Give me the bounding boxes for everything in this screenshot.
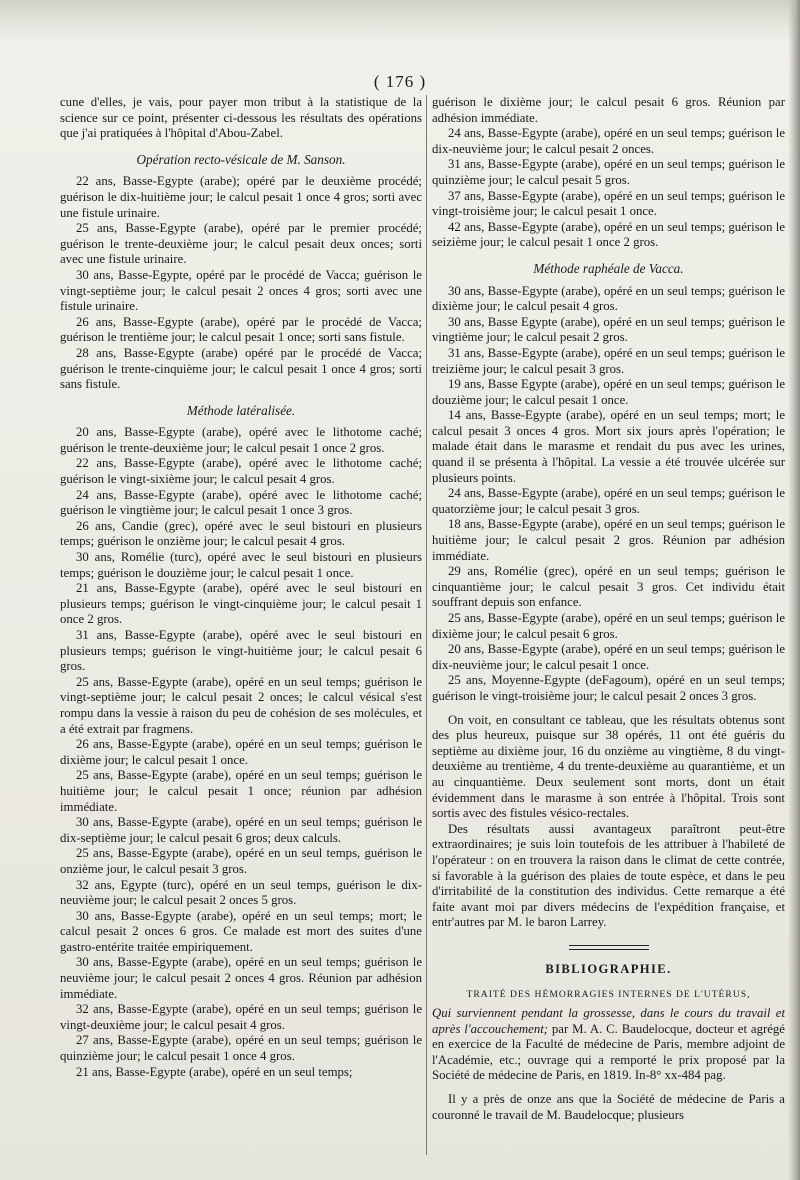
case-entry: 14 ans, Basse-Egypte (arabe), opéré en un seul temps; mort; le calcul pesait 3 onces 4 gros. Mort six jours après l'opération; le malade était dans le marasme et rendait du pus avec les urines, quand il se présenta à l'hôpital. La vessie a été trouvée ulcérée sur plusieurs points.: [432, 408, 785, 485]
case-entry: 27 ans, Basse-Egypte (arabe), opéré en un seul temps; guérison le quinzième jour; le calcul pesait 1 once 4 gros.: [60, 1033, 422, 1064]
treatise-title: TRAITÉ DES HÉMORRAGIES INTERNES DE L'UTÉRUS,: [466, 989, 751, 1001]
page-top-shadow: [0, 0, 800, 42]
treatise-subtitle: Qui surviennent pendant la grossesse, dans le cours du travail et après l'accouchement;: [432, 1006, 785, 1036]
case-entry: 24 ans, Basse-Egypte (arabe), opéré en un seul temps; guérison le dix-neuvième jour; le calcul pesait 2 onces.: [432, 126, 785, 156]
left-column: [60, 95, 422, 1180]
page-number: ( 176 ): [373, 72, 427, 91]
treatise-details: par M. A. C. Baudelocque, docteur et agrégé en exercice de la Faculté de médecine de Paris, membre adjoint de l'Académie, etc.; ouvrage qui a remporté le prix proposé par la Société de médecine de Paris, en 1819. In-8° xx-484 pag.: [432, 1021, 785, 1083]
case-entry: 25 ans, Basse-Egypte (arabe), opéré en un seul temps; guérison le vingt-septième jour; le calcul pesait 2 onces; le calcul vésical s'est rompu dans la vessie à raison du peu de cohésion de ses molécules, et a été extrait par fragmens.: [60, 674, 422, 736]
right-column: [432, 95, 785, 1180]
case-entry: 32 ans, Egypte (turc), opéré en un seul temps, guérison le dix-neuvième jour; le calcul pesait 2 onces 5 gros.: [60, 877, 422, 908]
case-entry: 37 ans, Basse-Egypte (arabe), opéré en un seul temps; guérison le vingt-troisième jour; le calcul pesait 1 once.: [432, 188, 785, 219]
case-entry: 25 ans, Moyenne-Egypte (deFagoum), opéré en un seul temps; guérison le vingt-troisième jour; le calcul pesait 2 onces 3 gros.: [432, 673, 785, 703]
case-entry: 21 ans, Basse-Egypte (arabe), opéré en un seul temps;: [76, 1064, 353, 1079]
case-entry: 30 ans, Basse Egypte (arabe), opéré en un seul temps; guérison le vingtième jour; le calcul pesait 2 gros.: [432, 314, 785, 345]
case-entry: 22 ans, Basse-Egypte (arabe), opéré avec le lithotome caché; guérison le vingt-sixième jour; le calcul pesait 4 gros.: [60, 456, 422, 487]
continuation-text: guérison le dixième jour; le calcul pesait 6 gros. Réunion par adhésion immédiate.: [432, 95, 785, 125]
case-entry: 42 ans, Basse-Egypte (arabe), opéré en un seul temps; guérison le seizième jour; le calcul pesait 1 once 2 gros.: [432, 219, 785, 250]
case-entry: 30 ans, Basse-Egypte (arabe), opéré en un seul temps; mort; le calcul pesait 2 onces 6 gros. Ce malade est mort des suites d'une gastro-entérite traitée empiriquement.: [60, 908, 422, 954]
section-heading-lateralisee: Méthode latéralisée.: [186, 402, 296, 418]
case-entry: 29 ans, Romélie (grec), opéré en un seul temps; guérison le cinquantième jour; le calcul pesait 3 gros. Cet individu était souffrant depuis son enfance.: [432, 564, 785, 610]
case-entry: 30 ans, Basse-Egypte (arabe), opéré en un seul temps; guérison le neuvième jour; le calcul pesait 2 onces 4 gros. Réunion par adhésion immédiate.: [60, 955, 422, 1001]
case-entry: 24 ans, Basse-Egypte (arabe), opéré en un seul temps; guérison le quatorzième jour; le calcul pesait 3 gros.: [432, 486, 785, 516]
section-rule: [569, 945, 649, 950]
case-entry: 20 ans, Basse-Egypte (arabe), opéré avec le lithotome caché; guérison le trente-deuxième jour; le calcul pesait 1 once 2 gros.: [60, 425, 422, 455]
case-entry: 25 ans, Basse-Egypte (arabe), opéré par le premier procédé; guérison le trente-deuxième jour; le calcul pesait deux onces; sorti avec une fistule urinaire.: [60, 221, 422, 267]
intro-paragraph: cune d'elles, je vais, pour payer mon tribut à la statistique de la science sur ce point, présenter ci-dessous les résultats des opérations que j'ai pratiquées à l'hôpital d'Abou-Zabel.: [60, 95, 422, 141]
case-entry: 31 ans, Basse-Egypte (arabe), opéré avec le seul bistouri en plusieurs temps; guérison le vingt-huitième jour; le calcul pesait 6 gros.: [60, 628, 422, 674]
bibliography-heading: BIBLIOGRAPHIE.: [545, 961, 672, 976]
case-entry: 30 ans, Romélie (turc), opéré avec le seul bistouri en plusieurs temps; guérison le douzième jour; le calcul pesait 1 once.: [60, 550, 422, 580]
case-entry: 25 ans, Basse-Egypte (arabe), opéré en un seul temps; guérison le huitième jour; le calcul pesait 1 once; réunion par adhésion immédiate.: [60, 768, 422, 814]
case-entry: 22 ans, Basse-Egypte (arabe); opéré par le deuxième procédé; guérison le dix-huitième jour; le calcul pesait 1 once 4 gros; sorti avec une fistule urinaire.: [60, 174, 422, 220]
case-entry: 21 ans, Basse-Egypte (arabe), opéré avec le seul bistouri en plusieurs temps; guérison le vingt-cinquième jour; le calcul pesait 1 once 2 gros.: [60, 581, 422, 627]
case-entry: 25 ans, Basse-Egypte (arabe), opéré en un seul temps; guérison le dixième jour; le calcul pesait 6 gros.: [432, 611, 785, 641]
case-entry: 18 ans, Basse-Egypte (arabe), opéré en un seul temps; guérison le huitième jour; le calcul pesait 2 gros. Réunion par adhésion immédiate.: [432, 517, 785, 563]
case-entry: 25 ans, Basse-Egypte (arabe), opéré en un seul temps, guérison le onzième jour, le calcul pesait 3 gros.: [60, 846, 422, 876]
case-entry: 19 ans, Basse Egypte (arabe), opéré en un seul temps; guérison le douzième jour; le calcul pesait 1 once.: [432, 377, 785, 407]
case-entry: 30 ans, Basse-Egypte, opéré par le procédé de Vacca; guérison le vingt-septième jour; le calcul pesait 2 onces 4 gros; sorti avec une fistule urinaire.: [60, 267, 422, 314]
case-entry: 26 ans, Basse-Egypte (arabe), opéré en un seul temps; guérison le dixième jour; le calcul pesait 1 once.: [60, 737, 422, 767]
case-entry: 20 ans, Basse-Egypte (arabe), opéré en un seul temps; guérison le dix-neuvième jour; le calcul pesait 1 once.: [432, 642, 785, 672]
case-entry: 24 ans, Basse-Egypte (arabe), opéré avec le lithotome caché; guérison le vingtième jour; le calcul pesait 1 once 3 gros.: [60, 487, 422, 518]
page-right-edge: [788, 0, 800, 1180]
case-entry: 26 ans, Basse-Egypte (arabe), opéré par le procédé de Vacca; guérison le trentième jour; le calcul pesait 1 once; sorti sans fistule.: [60, 314, 422, 345]
section-heading-vacca: Méthode raphéale de Vacca.: [533, 260, 684, 276]
case-entry: 31 ans, Basse-Egypte (arabe), opéré en un seul temps; guérison le treizième jour; le calcul pesait 3 gros.: [432, 345, 785, 376]
case-entry: 31 ans, Basse-Egypte (arabe), opéré en un seul temps; guérison le quinzième jour; le calcul pesait 5 gros.: [432, 157, 785, 187]
case-entry: 28 ans, Basse-Egypte (arabe) opéré par le procédé de Vacca; guérison le trente-cinquième jour; le calcul pesait 1 once 4 gros; sorti sans fistule.: [60, 345, 422, 392]
section-heading-recto-vesicale: Opération recto-vésicale de M. Sanson.: [136, 151, 346, 167]
case-entry: 32 ans, Basse-Egypte (arabe), opéré en un seul temps; guérison le vingt-deuxième jour; le calcul pesait 4 gros.: [60, 1002, 422, 1032]
treatise-description: [432, 1006, 785, 1084]
case-entry: 30 ans, Basse-Egypte (arabe), opéré en un seul temps; guérison le dix-septième jour; le calcul pesait 6 gros; deux calculs.: [60, 815, 422, 845]
review-paragraph: Il y a près de onze ans que la Société de médecine de Paris a couronné le travail de M. Baudelocque; plusieurs: [432, 1092, 785, 1122]
conclusion-paragraph: On voit, en consultant ce tableau, que les résultats obtenus sont des plus heureux, puisque sur 38 opérés, 11 ont été guéris du septième au dixième jour, 16 du onzième au vingtième, 8 du vingt-deuxième au trentième, 4 du trente-deuxième au quarantième, et un au cinquantième. Deux seulement sont morts, dont un était évidemment dans le marasme à son entrée à l'hôpital. Trois sont sortis avec des fistules vésico-rectales.: [432, 712, 785, 821]
conclusion-paragraph: Des résultats aussi avantageux paraîtront peut-être extraordinaires; je suis loin toutefois de les attribuer à l'habileté de l'opérateur : on en trouvera la raison dans le climat de cette contrée, si favorable à la guérison des plaies de toute espèce, et dans le peu d'irritabilité de la constitution des individus. Cette remarque a été faite avant moi par divers médecins de l'expédition française, et entr'autres par M. le baron Larrey.: [432, 821, 785, 930]
case-entry: 30 ans, Basse-Egypte (arabe), opéré en un seul temps; guérison le dixième jour; le calcul pesait 4 gros.: [432, 283, 785, 314]
case-entry: 26 ans, Candie (grec), opéré avec le seul bistouri en plusieurs temps; guérison le onzième jour; le calcul pesait 4 gros.: [60, 518, 422, 549]
column-divider: [426, 95, 427, 1155]
